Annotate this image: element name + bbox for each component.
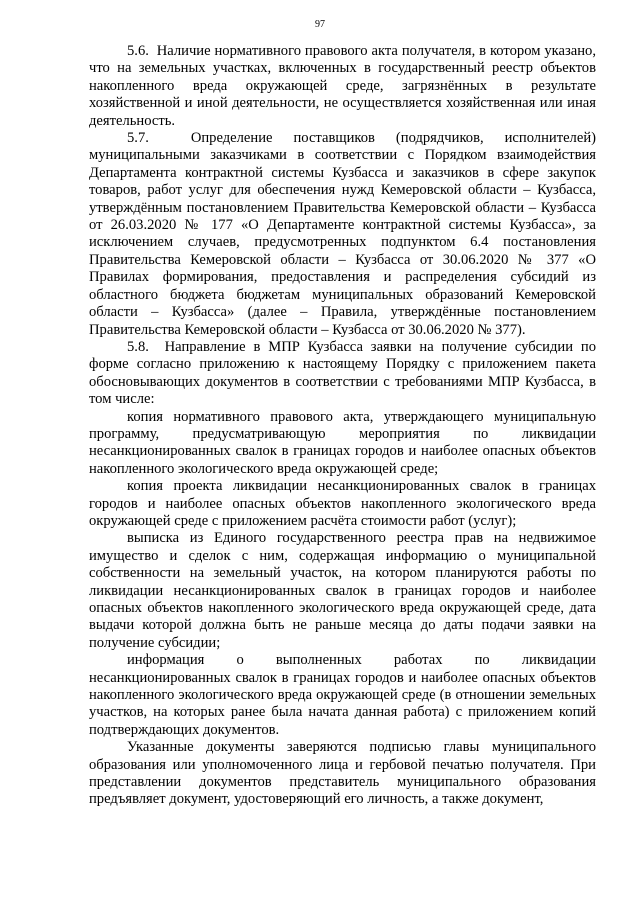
paragraph-5-7: 5.7. Определение поставщиков (подрядчиков, исполнителей) муниципальными заказчиками в соответствии с Порядком взаимодействия Департамента контрактной системы Кузбасса и заказчиков в сфере закупок товаров, работ услуг для обеспечения нужд Кемеровской области – Кузбасса, утверждённым постановлением Правительства Кемеровской области – Кузбасса от 26.03.2020 № 177 «О Департаменте контрактной системы Кузбасса», за исключением случаев, предусмотренных подпунктом 6.4 постановления Правительства Кемеровской области – Кузбасса от 30.06.2020 № 377 «О Правилах формирования, предоставления и распределения субсидий из областного бюджета бюджетам муниципальных образований Кемеровской области – Кузбасса» (далее – Правила, утверждённые постановлением Правительства Кемеровской области – Кузбасса от 30.06.2020 № 377).: [89, 130, 596, 338]
list-item-completed-works-info: информация о выполненных работах по ликвидации несанкционированных свалок в границах городов и наиболее опасных объектов накопленного экологического вреда окружающей среде (в отношении земельных участков, на которых ранее была начата данная работа) с приложением копий подтверждающих документов.: [89, 652, 596, 738]
paragraph-5-8: 5.8. Направление в МПР Кузбасса заявки на получение субсидии по форме согласно приложению к настоящему Порядку с приложением пакета обосновывающих документов в соответствии с требованиями МПР Кузбасса, в том числе:: [89, 338, 596, 408]
paragraph-5-6: 5.6. Наличие нормативного правового акта получателя, в котором указано, что на земельных участках, включенных в государственный реестр объектов накопленного вреда окружающей среде, загрязнённых в результате хозяйственной и иной деятельности, не осуществляется хозяйственная или иная деятельность.: [89, 43, 596, 129]
document-body: [89, 43, 596, 809]
list-item-program-copy: копия нормативного правового акта, утверждающего муниципальную программу, предусматривающую мероприятия по ликвидации несанкционированных свалок в границах городов и наиболее опасных объектов накопленного экологического вреда окружающей среде;: [89, 408, 596, 477]
list-item-registry-extract: выписка из Единого государственного реестра прав на недвижимое имущество и сделок с ним, содержащая информацию о муниципальной собственности на земельный участок, на котором планируются работы по ликвидации несанкционированных свалок в границах городов и наиболее опасных объектов накопленного экологического вреда окружающей среде, дата выдачи которой должна быть не раньше месяца до даты подачи заявки на получение субсидии;: [89, 530, 596, 651]
paragraph-certification: Указанные документы заверяются подписью главы муниципального образования или уполномоченного лица и гербовой печатью получателя. При представлении документов представитель муниципального образования предъявляет документ, удостоверяющий его личность, а также документ,: [89, 739, 596, 808]
page-number: 97: [315, 19, 325, 30]
list-item-project-copy: копия проекта ликвидации несанкционированных свалок в границах городов и наиболее опасных объектов накопленного экологического вреда окружающей среде с приложением расчёта стоимости работ (услуг);: [89, 478, 596, 529]
